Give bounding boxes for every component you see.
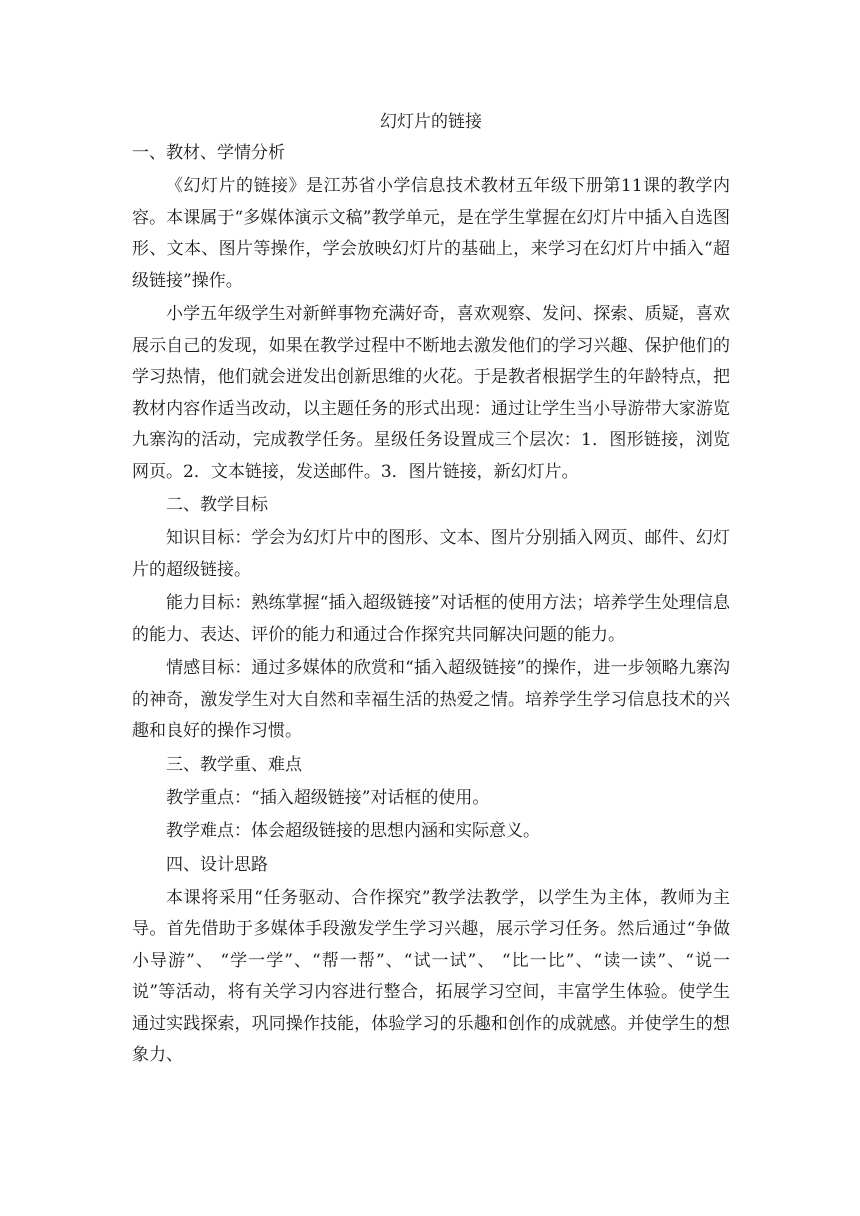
paragraph-student-analysis: 小学五年级学生对新鲜事物充满好奇，喜欢观察、发问、探索、质疑，喜欢展示自己的发现，如果在教学过程中不断地去激发他们的学习兴趣、保护他们的学习热情，他们就会迸发出创新思维的火花。于是教者根据学生的年龄特点，把教材内容作适当改动，以主题任务的形式出现：通过让学生当小导游带大家游览九寨沟的活动，完成教学任务。星级任务设置成三个层次：1．图形链接，浏览网页。2．文本链接，发送邮件。3．图片链接，新幻灯片。 [132, 304, 730, 482]
section-heading-key-points: 三、教学重、难点 [166, 754, 302, 775]
section-heading-design: 四、设计思路 [166, 854, 268, 875]
document-title: 幻灯片的链接 [380, 112, 482, 132]
section-heading-objectives: 二、教学目标 [166, 495, 268, 515]
section-heading-analysis: 一、教材、学情分析 [132, 143, 285, 163]
paragraph-textbook-analysis: 《幻灯片的链接》是江苏省小学信息技术教材五年级下册第11课的教学内容。本课属于“多媒体演示文稿”教学单元，是在学生掌握在幻灯片中插入自选图形、文本、图片等操作，学会放映幻灯片的基础上，来学习在幻灯片中插入“超级链接”操作。 [132, 176, 730, 291]
paragraph-difficulty: 教学难点：体会超级链接的思想内涵和实际意义。 [166, 821, 540, 841]
paragraph-ability-objective: 能力目标：熟练掌握“插入超级链接”对话框的使用方法；培养学生处理信息的能力、表达、评价的能力和通过合作探究共同解决问题的能力。 [132, 593, 730, 645]
paragraph-key-point: 教学重点：“插入超级链接”对话框的使用。 [166, 787, 490, 808]
paragraph-knowledge-objective: 知识目标：学会为幻灯片中的图形、文本、图片分别插入网页、邮件、幻灯片的超级链接。 [132, 528, 730, 580]
paragraph-emotion-objective: 情感目标：通过多媒体的欣赏和“插入超级链接”的操作，进一步领略九寨沟的神奇，激发学生对大自然和幸福生活的热爱之情。培养学生学习信息技术的兴趣和良好的操作习惯。 [132, 658, 730, 741]
paragraph-design-approach: 本课将采用“任务驱动、合作探究”教学法教学，以学生为主体，教师为主导。首先借助于多媒体手段激发学生学习兴趣，展示学习任务。然后通过“争做小导游”、 “学一学”、“帮一帮”、“试一试”、 “比一比”、“读一读”、“说一说”等活动，将有关学习内容进行整合，拓展学习空间，丰富学生体验。使学生通过实践探索，巩同操作技能，体验学习的乐趣和创作的成就感。并使学生的想象力、 [132, 887, 730, 1065]
